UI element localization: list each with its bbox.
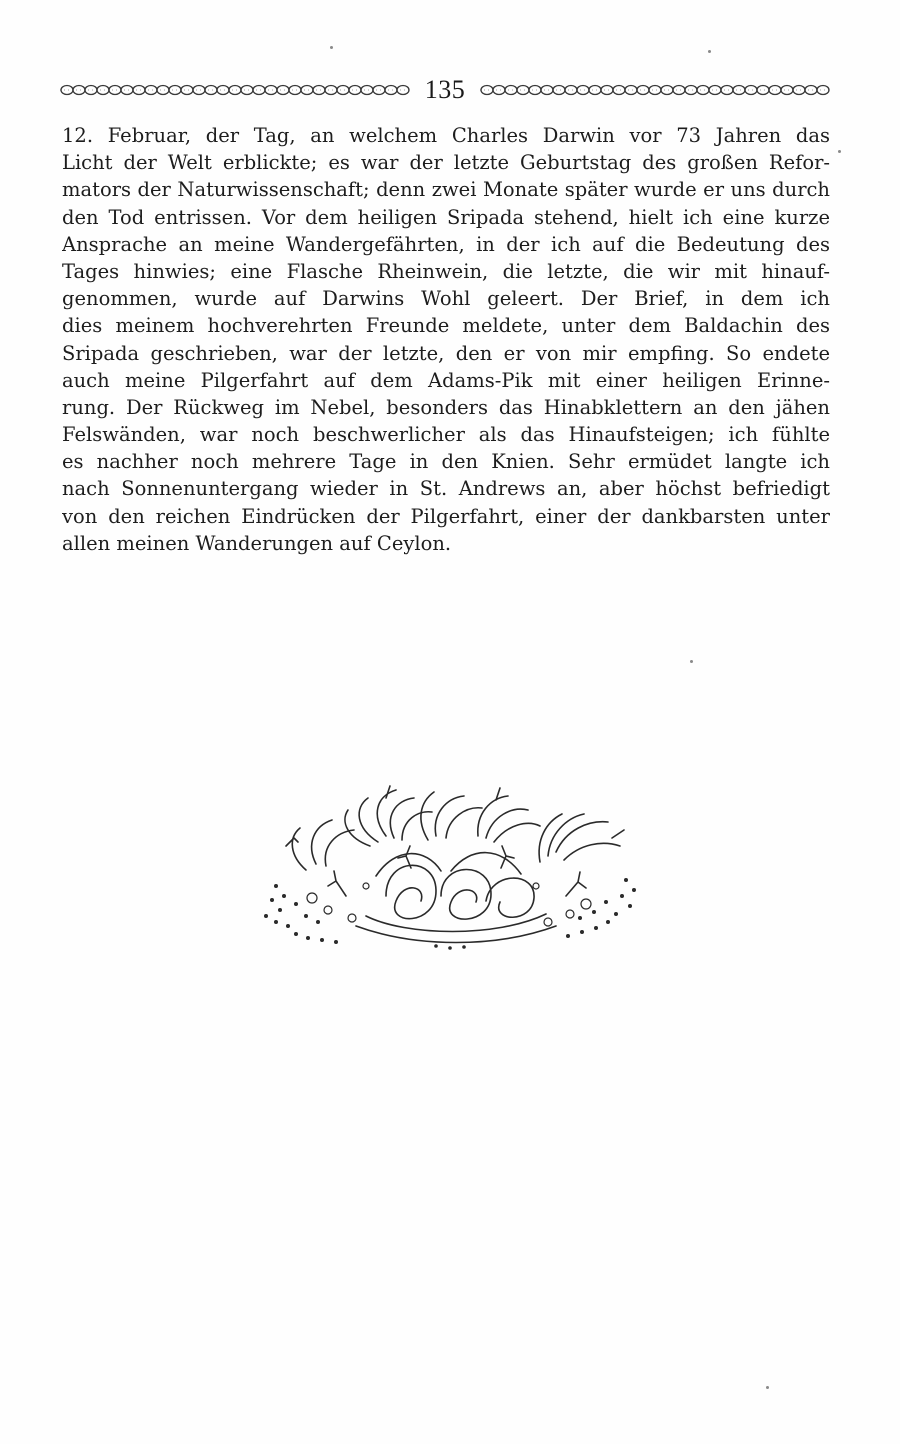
- text-line: allen meinen Wanderungen auf Ceylon.: [62, 531, 452, 555]
- text-line: von den reichen Eindrücken der Pilgerfahrt, einer der dankbarsten unter: [62, 504, 830, 528]
- print-speck: [838, 150, 841, 153]
- body-paragraph: [62, 122, 830, 557]
- text-line: den Tod entrissen. Vor dem heiligen Sripada stehend, hielt ich eine kurze: [62, 205, 830, 229]
- print-speck: [690, 660, 693, 663]
- print-speck: [766, 1386, 769, 1389]
- ornamental-rule-left-icon: [60, 83, 410, 97]
- text-line: genommen, wurde auf Darwins Wohl geleert. Der Brief, in dem ich: [62, 287, 830, 311]
- running-header: [60, 72, 830, 108]
- text-line: Licht der Welt erblickte; es war der letzte Geburtstag des großen Refor-: [62, 151, 830, 175]
- text-line: Ansprache an meine Wandergefährten, in der ich auf die Bedeutung des: [62, 232, 830, 256]
- text-line: mators der Naturwissenschaft; denn zwei Monate später wurde er uns durch: [62, 178, 830, 202]
- text-line: es nachher noch mehrere Tage in den Knien. Sehr ermüdet langte ich: [62, 450, 830, 474]
- text-line: rung. Der Rückweg im Nebel, besonders das Hinabklettern an den jähen: [62, 395, 830, 419]
- text-line: dies meinem hochverehrten Freunde meldete, unter dem Baldachin des: [62, 314, 830, 338]
- floral-vignette-icon: [236, 776, 662, 952]
- ornamental-rule-right-icon: [480, 83, 830, 97]
- text-line: nach Sonnenuntergang wieder in St. Andrews an, aber höchst befriedigt: [62, 477, 830, 501]
- text-line: 12. Februar, der Tag, an welchem Charles Darwin vor 73 Jahren das: [62, 124, 830, 147]
- text-line: Tages hinwies; eine Flasche Rheinwein, die letzte, die wir mit hinauf-: [62, 259, 830, 283]
- page-number: 135: [424, 75, 466, 104]
- print-speck: [708, 50, 711, 53]
- text-line: Sripada geschrieben, war der letzte, den er von mir empfing. So endete: [62, 341, 830, 365]
- text-line: auch meine Pilgerfahrt auf dem Adams-Pik mit einer heiligen Erinne-: [62, 368, 830, 392]
- print-speck: [330, 46, 333, 49]
- text-line: Felswänden, war noch beschwerlicher als das Hinaufsteigen; ich fühlte: [62, 423, 830, 447]
